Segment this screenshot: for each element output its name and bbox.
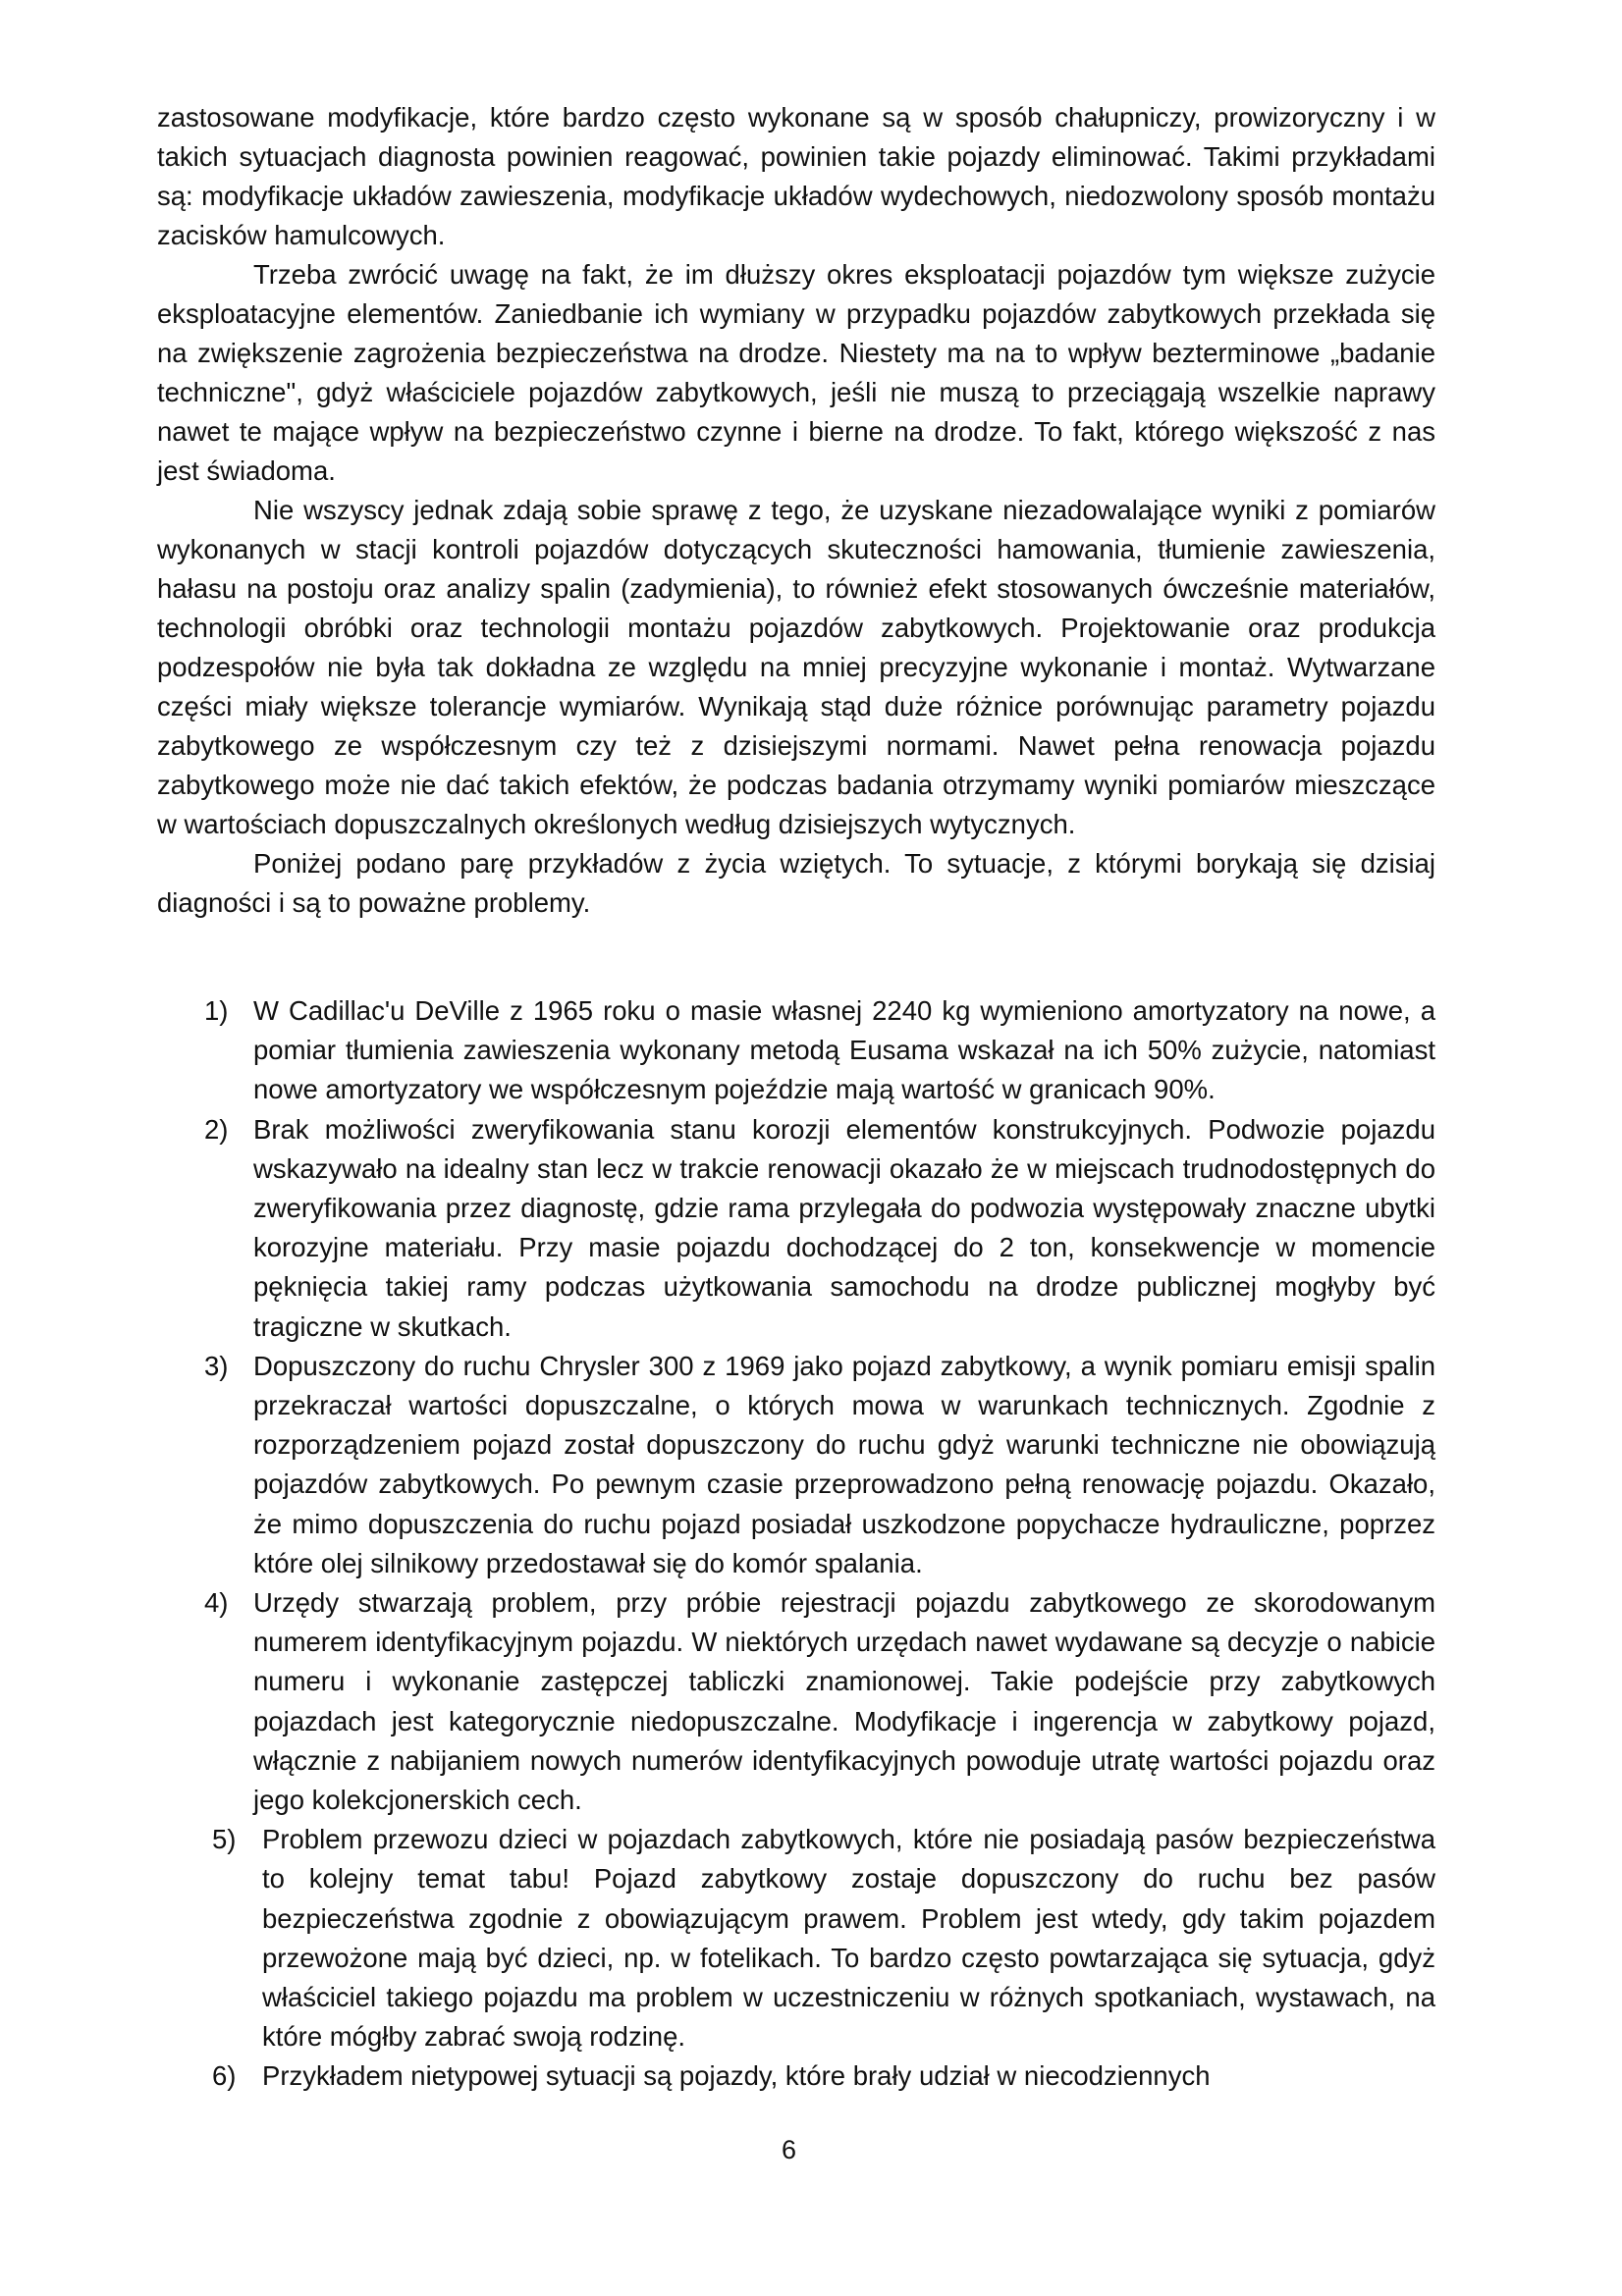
list-item-number: 5) xyxy=(212,1824,237,1855)
list-item-number: 3) xyxy=(204,1350,229,1381)
list-item xyxy=(157,1110,1435,1347)
paragraph-3: Nie wszyscy jednak zdają sobie sprawę z tego, że uzyskane niezadowalające wyniki z pomiarów wykonanych w stacji kontroli pojazdów dotyczących skuteczności hamowania, tłumienie zawieszenia, hałasu na postoju oraz analizy spalin (zadymienia), to również efekt stosowanych ówcześnie materiałów, technologii obróbki oraz technologii montażu pojazdów zabytkowych. Projektowanie oraz produkcja podzespołów nie była tak dokładna ze względu na mniej precyzyjne wykonanie i montaż. Wytwarzane części miały większe tolerancje wymiarów. Wynikają stąd duże różnice porównując parametry pojazdu zabytkowego ze współczesnym czy też z dzisiejszymi normami. Nawet pełna renowacja pojazdu zabytkowego może nie dać takich efektów, że podczas badania otrzymamy wyniki pomiarów mieszczące w wartościach dopuszczalnych określonych według dzisiejszych wytycznych. xyxy=(157,495,1435,839)
list-item-number: 1) xyxy=(204,995,229,1026)
list-item-text: Urzędy stwarzają problem, przy próbie rejestracji pojazdu zabytkowego ze skorodowanym numerem identyfikacyjnym pojazdu. W niektórych urzędach nawet wydawane są decyzje o nabicie numeru i wykonanie zastępczej tabliczki znamionowej. Takie podejście przy zabytkowych pojazdach jest kategorycznie niedopuszczalne. Modyfikacje i ingerencja w zabytkowy pojazd, włącznie z nabijaniem nowych numerów identyfikacyjnych powoduje utratę wartości pojazdu oraz jego kolekcjonerskich cech. xyxy=(253,1587,1435,1816)
list-item xyxy=(157,991,1435,1110)
list-item xyxy=(157,1583,1435,1820)
list-item-number: 2) xyxy=(204,1113,229,1145)
list-item xyxy=(157,1347,1435,1583)
paragraph-2: Trzeba zwrócić uwagę na fakt, że im dłuższy okres eksploatacji pojazdów tym większe zużycie eksploatacyjne elementów. Zaniedbanie ich wymiany w przypadku pojazdów zabytkowych przekłada się na zwiększenie zagrożenia bezpieczeństwa na drodze. Niestety ma na to wpływ bezterminowe „badanie techniczne", gdyż właściciele pojazdów zabytkowych, jeśli nie muszą to przeciągają wszelkie naprawy nawet te mające wpływ na bezpieczeństwo czynne i bierne na drodze. To fakt, którego większość z nas jest świadoma. xyxy=(157,259,1435,486)
examples-list xyxy=(157,991,1435,2097)
list-item xyxy=(157,2056,1435,2096)
paragraph-1: zastosowane modyfikacje, które bardzo często wykonane są w sposób chałupniczy, prowizoryczny i w takich sytuacjach diagnosta powinien reagować, powinien takie pojazdy eliminować. Takimi przykładami są: modyfikacje układów zawieszenia, modyfikacje układów wydechowych, niedozwolony sposób montażu zacisków hamulcowych. xyxy=(157,102,1435,250)
list-item-number: 4) xyxy=(204,1587,229,1619)
list-item-text: Problem przewozu dzieci w pojazdach zabytkowych, które nie posiadają pasów bezpieczeństwa to kolejny temat tabu! Pojazd zabytkowy zostaje dopuszczony do ruchu bez pasów bezpieczeństwa zgodnie z obowiązującym prawem. Problem jest wtedy, gdy takim pojazdem przewożone mają być dzieci, np. w fotelikach. To bardzo często powtarzająca się sytuacja, gdyż właściciel takiego pojazdu ma problem w uczestniczeniu w różnych spotkaniach, wystawach, na które mógłby zabrać swoją rodzinę. xyxy=(262,1824,1435,2053)
list-item-text: Dopuszczony do ruchu Chrysler 300 z 1969 jako pojazd zabytkowy, a wynik pomiaru emisji spalin przekraczał wartości dopuszczalne, o których mowa w warunkach technicznych. Zgodnie z rozporządzeniem pojazd został dopuszczony do ruchu gdyż warunki techniczne nie obowiązują pojazdów zabytkowych. Po pewnym czasie przeprowadzono pełną renowację pojazdu. Okazało, że mimo dopuszczenia do ruchu pojazd posiadał uszkodzone popychacze hydrauliczne, poprzez które olej silnikowy przedostawał się do komór spalania. xyxy=(253,1350,1435,1578)
page-number: 6 xyxy=(782,2135,797,2164)
body-text xyxy=(157,98,1435,923)
list-item-text: W Cadillac'u DeVille z 1965 roku o masie własnej 2240 kg wymieniono amortyzatory na nowe, a pomiar tłumienia zawieszenia wykonany metodą Eusama wskazał na ich 50% zużycie, natomiast nowe amortyzatory we współczesnym pojeździe mają wartość w granicach 90%. xyxy=(253,995,1435,1105)
list-item-number: 6) xyxy=(212,2060,237,2092)
list-item-text: Przykładem nietypowej sytuacji są pojazdy, które brały udział w niecodziennych xyxy=(262,2060,1211,2092)
list-item xyxy=(157,1820,1435,2056)
list-item-text: Brak możliwości zweryfikowania stanu korozji elementów konstrukcyjnych. Podwozie pojazdu wskazywało na idealny stan lecz w trakcie renowacji okazało że w miejscach trudnodostępnych do zweryfikowania przez diagnostę, gdzie rama przylegała do podwozia występowały znaczne ubytki korozyjne materiału. Przy masie pojazdu dochodzącej do 2 ton, konsekwencje w momencie pęknięcia takiej ramy podczas użytkowania samochodu na drodze publicznej mogłyby być tragiczne w skutkach. xyxy=(253,1113,1435,1342)
paragraph-4: Poniżej podano parę przykładów z życia wziętych. To sytuacje, z którymi borykają się dzisiaj diagności i są to poważne problemy. xyxy=(157,848,1435,918)
